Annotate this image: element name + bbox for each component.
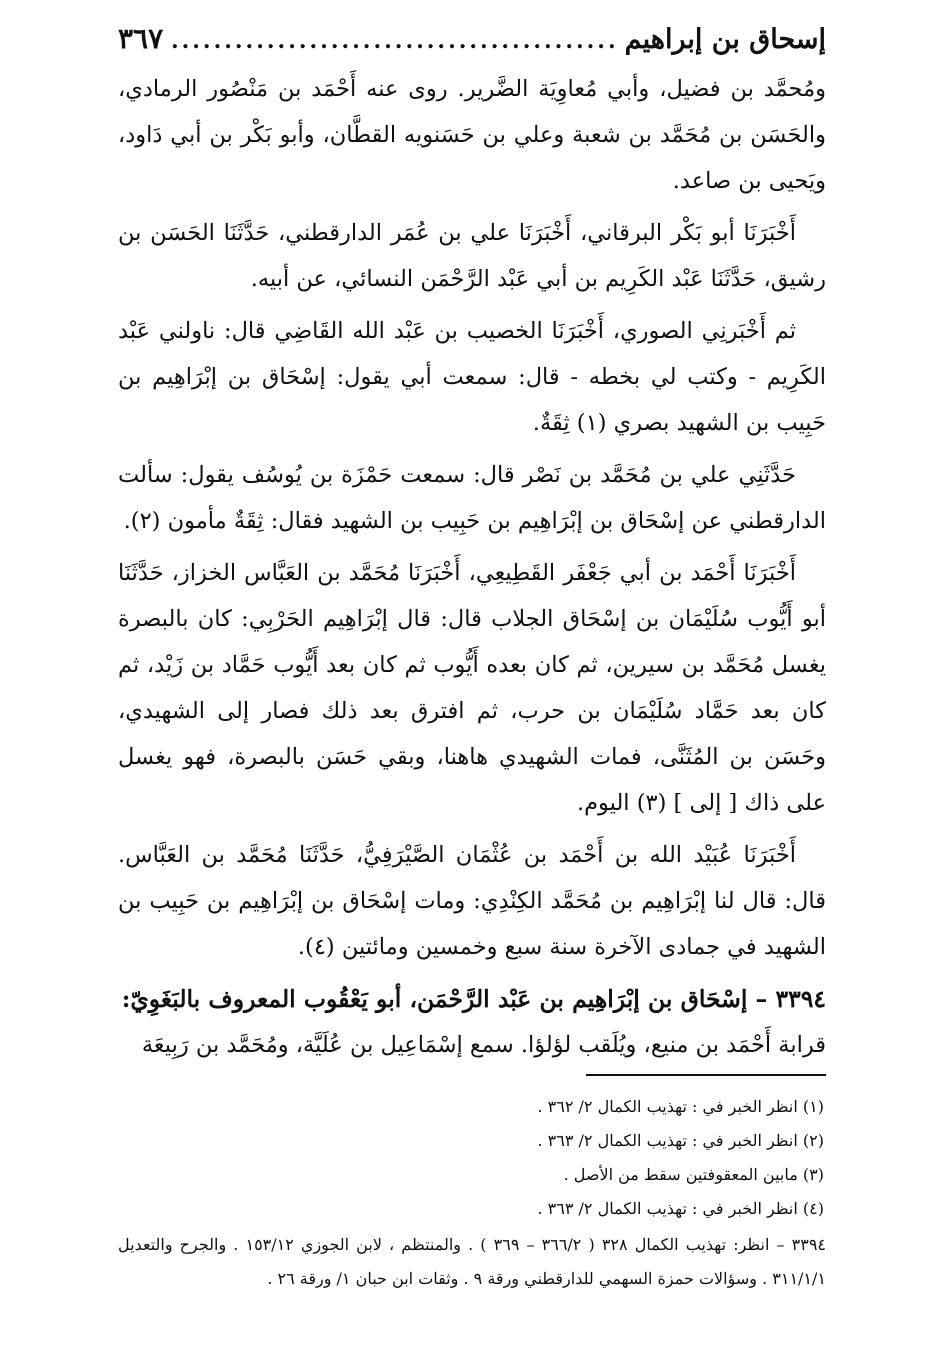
footnote-divider: [586, 1074, 826, 1076]
leader-dots: ..........................................: [170, 28, 619, 54]
page-number: ٣٦٧: [118, 22, 164, 55]
paragraph-2: أَخْبَرَنَا أبو بَكْر البرقاني، أَخْبَرَنَا علي بن عُمَر الدارقطني، حَدَّثَنَا الحَسَن بن رشيق، حَدَّثَنَا عَبْد الكَرِيم بن أبي عَبْد الرَّحْمَن النسائي، عن أبيه.: [118, 220, 826, 292]
paragraph-1: ومُحمَّد بن فضيل، وأبي مُعاوِيَة الضَّرير. روى عنه أَحْمَد بن مَنْصُور الرمادي، والحَسَن بن مُحَمَّد بن شعبة وعلي بن حَسَنويه القطَّان، وأبو بَكْر بن أبي دَاود، ويَحيى بن صاعد.: [118, 76, 826, 194]
footnote-3: (٣) مابين المعقوفتين سقط من الأصل .: [563, 1165, 824, 1184]
main-text: [118, 66, 826, 1068]
paragraph-5: أَخْبَرَنَا أَحْمَد بن أبي جَعْفَر القَطِيعِي، أَخْبَرَنَا مُحَمَّد بن العَبَّاس الخزاز، حَدَّثَنَا أبو أَيُّوب سُلَيْمَان بن إسْحَاق الجلاب قال: قال إبْرَاهِيم الحَرْبِي: كان بالبصرة يغسل مُحَمَّد بن سيرين، ثم كان بعده أَيُّوب ثم كان بعد أَيُّوب حَمَّاد بن زَيْد، ثم كان بعد حَمَّاد سُلَيْمَان بن حرب، ثم افترق بعد ذلك فصار إلى الشهيدي، وحَسَن بن المُثَنَّى، فمات الشهيدي هاهنا، وبقي حَسَن بالبصرة، فهو يغسل على ذاك [ إلى ] (٣) اليوم.: [118, 560, 826, 816]
footnote-1: (١) انظر الخبر في : تهذيب الكمال ٢/ ٣٦٢ .: [537, 1097, 824, 1116]
entry-body: قرابة أَحْمَد بن منيع، ويُلَقب لؤلؤا. سمع إسْمَاعِيل بن عُلَيَّة، ومُحَمَّد بن رَبِيعَة: [141, 1032, 826, 1058]
footnotes-section: [118, 1074, 826, 1296]
page-header: [118, 22, 826, 62]
source-note: ٣٣٩٤ – انظر: تهذيب الكمال ٣٢٨ ( ٣٦٦/٢ – ٣٦٩ ) . والمنتظم ، لابن الجوزي ١٥٣/١٢ . والجرح والتعديل ٣١١/١/١ . وسؤالات حمزة السهمي للدارقطني ورقة ٩ . وثقات ابن حبان ١/ ورقة ٢٦ .: [118, 1235, 827, 1288]
paragraph-3: ثم أَخْبَرنِي الصوري، أَخْبَرَنَا الخصيب بن عَبْد الله القَاضِي قال: ناولني عَبْد الكَرِيم - وكتب لي بخطه - قال: سمعت أبي يقول: إسْحَاق بن إبْرَاهِيم بن حَبِيب بن الشهيد بصري (١) ثِقَةٌ.: [118, 318, 826, 436]
footnote-2: (٢) انظر الخبر في : تهذيب الكمال ٢/ ٣٦٣ .: [537, 1131, 824, 1150]
entry-heading: ٣٣٩٤ – إسْحَاق بن إبْرَاهِيم بن عَبْد الرَّحْمَن، أبو يَعْقُوب المعروف بالبَغَوِيّ:: [121, 985, 826, 1013]
paragraph-4: حَدَّثَنِي علي بن مُحَمَّد بن نَصْر قال: سمعت حَمْزَة بن يُوسُف يقول: سألت الدارقطني عن إسْحَاق بن إبْرَاهِيم بن حَبِيب بن الشهيد فقال: ثِقَةٌ مأمون (٢).: [118, 462, 826, 534]
footnote-4: (٤) انظر الخبر في : تهذيب الكمال ٢/ ٣٦٣ .: [537, 1199, 824, 1218]
paragraph-6: أَخْبَرَنَا عُبَيْد الله بن أَحْمَد بن عُثْمَان الصَّيْرَفِيُّ، حَدَّثَنَا مُحَمَّد بن العَبَّاس. قال: قال لنا إبْرَاهِيم بن مُحَمَّد الكِنْدِي: ومات إسْحَاق بن إبْرَاهِيم بن حَبِيب بن الشهيد في جمادى الآخرة سنة سبع وخمسين ومائتين (٤).: [118, 842, 826, 960]
running-head: إسحاق بن إبراهيم: [624, 24, 826, 55]
